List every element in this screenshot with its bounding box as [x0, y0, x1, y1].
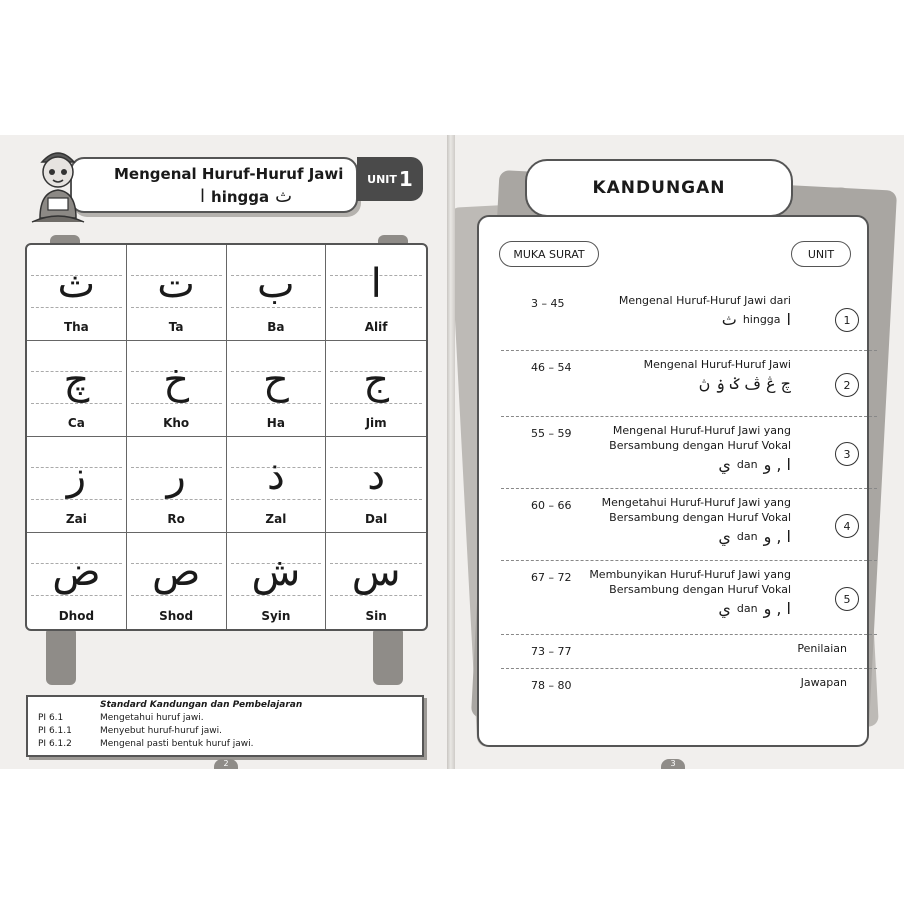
left-page — [0, 135, 447, 769]
letter-cell — [326, 245, 426, 341]
jawi-letter: ض — [52, 549, 101, 595]
letter-name: Ta — [168, 320, 184, 334]
standard-text: Mengetahui huruf jawi. — [100, 713, 204, 723]
letter-cell — [326, 341, 426, 437]
toc-pages: 78 – 80 — [531, 679, 572, 692]
toc-desc-line2: Bersambung dengan Huruf Vokal — [609, 583, 791, 596]
toc-entry — [501, 669, 877, 703]
unit-badge — [357, 157, 423, 201]
arabic-to: ث — [275, 186, 293, 207]
toc-description — [801, 675, 847, 690]
toc-arabic-b: چ ڠ ڤ ݢ ۏ ڽ — [698, 374, 791, 393]
grid-bottom-tab-left — [46, 627, 76, 685]
letter-cell — [27, 437, 127, 533]
contents-heading: KANDUNGAN — [525, 159, 793, 217]
letter-cell — [227, 341, 327, 437]
letter-name: Ca — [67, 416, 85, 430]
jawi-letter: ت — [157, 261, 195, 307]
toc-arabic-line — [699, 376, 791, 391]
toc-mid-word: dan — [736, 458, 758, 471]
standard-text: Menyebut huruf-huruf jawi. — [100, 726, 222, 736]
toc-arabic-b: ث — [721, 310, 737, 329]
unit-number: 1 — [398, 167, 413, 191]
toc-desc-line1: Mengetahui Huruf-Huruf Jawi yang — [601, 496, 791, 509]
letter-name: Ba — [267, 320, 285, 334]
toc-pages: 67 – 72 — [531, 571, 572, 584]
col-pages-label: MUKA SURAT — [499, 241, 599, 267]
toc-arabic-a: ا , و — [763, 599, 791, 618]
contents-card — [477, 215, 869, 747]
letter-cell — [127, 437, 227, 533]
toc-arabic-line — [718, 601, 791, 616]
letter-name: Alif — [364, 320, 388, 334]
toc-description — [602, 495, 791, 546]
toc-arabic-b: ي — [718, 599, 731, 618]
letter-name: Dal — [365, 512, 388, 526]
letter-name: Zai — [65, 512, 87, 526]
standard-code: PI 6.1.1 — [38, 726, 72, 736]
grid-bottom-tab-right — [373, 627, 403, 685]
letter-cell — [127, 341, 227, 437]
toc-entry — [501, 351, 877, 417]
toc-mid-word: dan — [736, 530, 758, 543]
jawi-letter-grid — [25, 243, 428, 631]
unit-word: UNIT — [367, 172, 397, 186]
letter-cell — [227, 533, 327, 629]
standard-box — [26, 695, 424, 757]
letter-cell — [27, 245, 127, 341]
standard-row — [38, 739, 253, 749]
toc-description — [619, 293, 791, 329]
toc-desc-line1: Membunyikan Huruf-Huruf Jawi yang — [589, 568, 791, 581]
toc-description — [797, 641, 847, 656]
toc-arabic-line — [722, 312, 791, 327]
letter-name: Sin — [365, 609, 387, 623]
toc-entry — [501, 561, 877, 635]
toc-arabic-a: ا , و — [763, 527, 791, 546]
toc-arabic-b: ي — [718, 455, 731, 474]
jawi-letter: ر — [166, 453, 186, 499]
jawi-letter: ص — [151, 549, 201, 595]
toc-arabic-a: ا — [786, 310, 791, 329]
toc-description — [589, 567, 791, 618]
standard-code: PI 6.1.2 — [38, 739, 72, 749]
letter-name: Syin — [261, 609, 291, 623]
toc-arabic-line — [718, 529, 791, 544]
toc-entry — [501, 417, 877, 489]
letter-cell — [227, 245, 327, 341]
letter-cell — [326, 437, 426, 533]
jawi-letter: خ — [163, 357, 190, 403]
toc-desc-line2: Bersambung dengan Huruf Vokal — [609, 511, 791, 524]
jawi-letter: ج — [363, 357, 390, 403]
letter-cell — [326, 533, 426, 629]
toc-description — [644, 357, 791, 393]
toc-unit-number: 1 — [835, 308, 859, 332]
jawi-letter: ز — [66, 453, 87, 499]
jawi-letter: ب — [257, 261, 295, 307]
toc-desc-line1: Mengenal Huruf-Huruf Jawi dari — [618, 294, 791, 307]
jawi-letter: ذ — [266, 453, 285, 499]
toc-pages: 3 – 45 — [531, 297, 565, 310]
page-number: 3 — [661, 759, 685, 769]
col-unit-label: UNIT — [791, 241, 851, 267]
unit-title: Mengenal Huruf-Huruf Jawi — [114, 165, 344, 183]
toc-arabic-line — [718, 457, 791, 472]
letter-cell — [27, 533, 127, 629]
jawi-letter: ا — [370, 261, 382, 307]
unit-title-banner — [70, 157, 358, 213]
letter-name: Shod — [159, 609, 194, 623]
letter-name: Ro — [167, 512, 185, 526]
toc-mid-word: hingga — [742, 313, 781, 326]
child-reading-icon — [28, 140, 88, 224]
letter-cell — [127, 533, 227, 629]
letter-cell — [27, 341, 127, 437]
arabic-from: ا — [200, 186, 206, 207]
toc-entry — [501, 635, 877, 669]
unit-subtitle — [200, 186, 292, 207]
standard-row — [38, 726, 222, 736]
toc-entry — [501, 489, 877, 561]
standard-title: Standard Kandungan dan Pembelajaran — [100, 700, 303, 710]
letter-name: Dhod — [58, 609, 95, 623]
book-spine — [447, 135, 455, 769]
toc-desc-line1: Jawapan — [800, 676, 847, 689]
letter-name: Ha — [266, 416, 285, 430]
toc-mid-word: dan — [736, 602, 758, 615]
jawi-letter: د — [367, 453, 386, 499]
toc-desc-line1: Mengenal Huruf-Huruf Jawi yang — [612, 424, 791, 437]
toc-pages: 46 – 54 — [531, 361, 572, 374]
toc-desc-line2: Bersambung dengan Huruf Vokal — [609, 439, 791, 452]
page-number: 2 — [214, 759, 238, 769]
hingga-label: hingga — [211, 187, 270, 206]
jawi-letter: ث — [57, 261, 96, 307]
letter-cell — [127, 245, 227, 341]
toc-arabic-b: ي — [718, 527, 731, 546]
toc-description — [609, 423, 791, 474]
toc-pages: 55 – 59 — [531, 427, 572, 440]
toc-unit-number: 4 — [835, 514, 859, 538]
toc-pages: 60 – 66 — [531, 499, 572, 512]
letter-name: Jim — [365, 416, 387, 430]
jawi-letter: س — [351, 549, 401, 595]
jawi-letter: ح — [262, 357, 289, 403]
standard-row — [38, 713, 204, 723]
letter-name: Kho — [163, 416, 190, 430]
toc-entry — [501, 287, 877, 351]
standard-text: Mengenal pasti bentuk huruf jawi. — [100, 739, 254, 749]
letter-name: Zal — [265, 512, 287, 526]
right-page — [455, 135, 904, 769]
jawi-letter: ش — [251, 549, 301, 595]
letter-name: Tha — [63, 320, 89, 334]
toc-desc-line1: Mengenal Huruf-Huruf Jawi — [643, 358, 791, 371]
toc-arabic-a: ا , و — [763, 455, 791, 474]
jawi-letter: چ — [63, 357, 90, 403]
toc-pages: 73 – 77 — [531, 645, 572, 658]
toc-desc-line1: Penilaian — [797, 642, 847, 655]
toc-unit-number: 2 — [835, 373, 859, 397]
letter-cell — [227, 437, 327, 533]
toc-unit-number: 3 — [835, 442, 859, 466]
standard-code: PI 6.1 — [38, 713, 64, 723]
toc-unit-number: 5 — [835, 587, 859, 611]
